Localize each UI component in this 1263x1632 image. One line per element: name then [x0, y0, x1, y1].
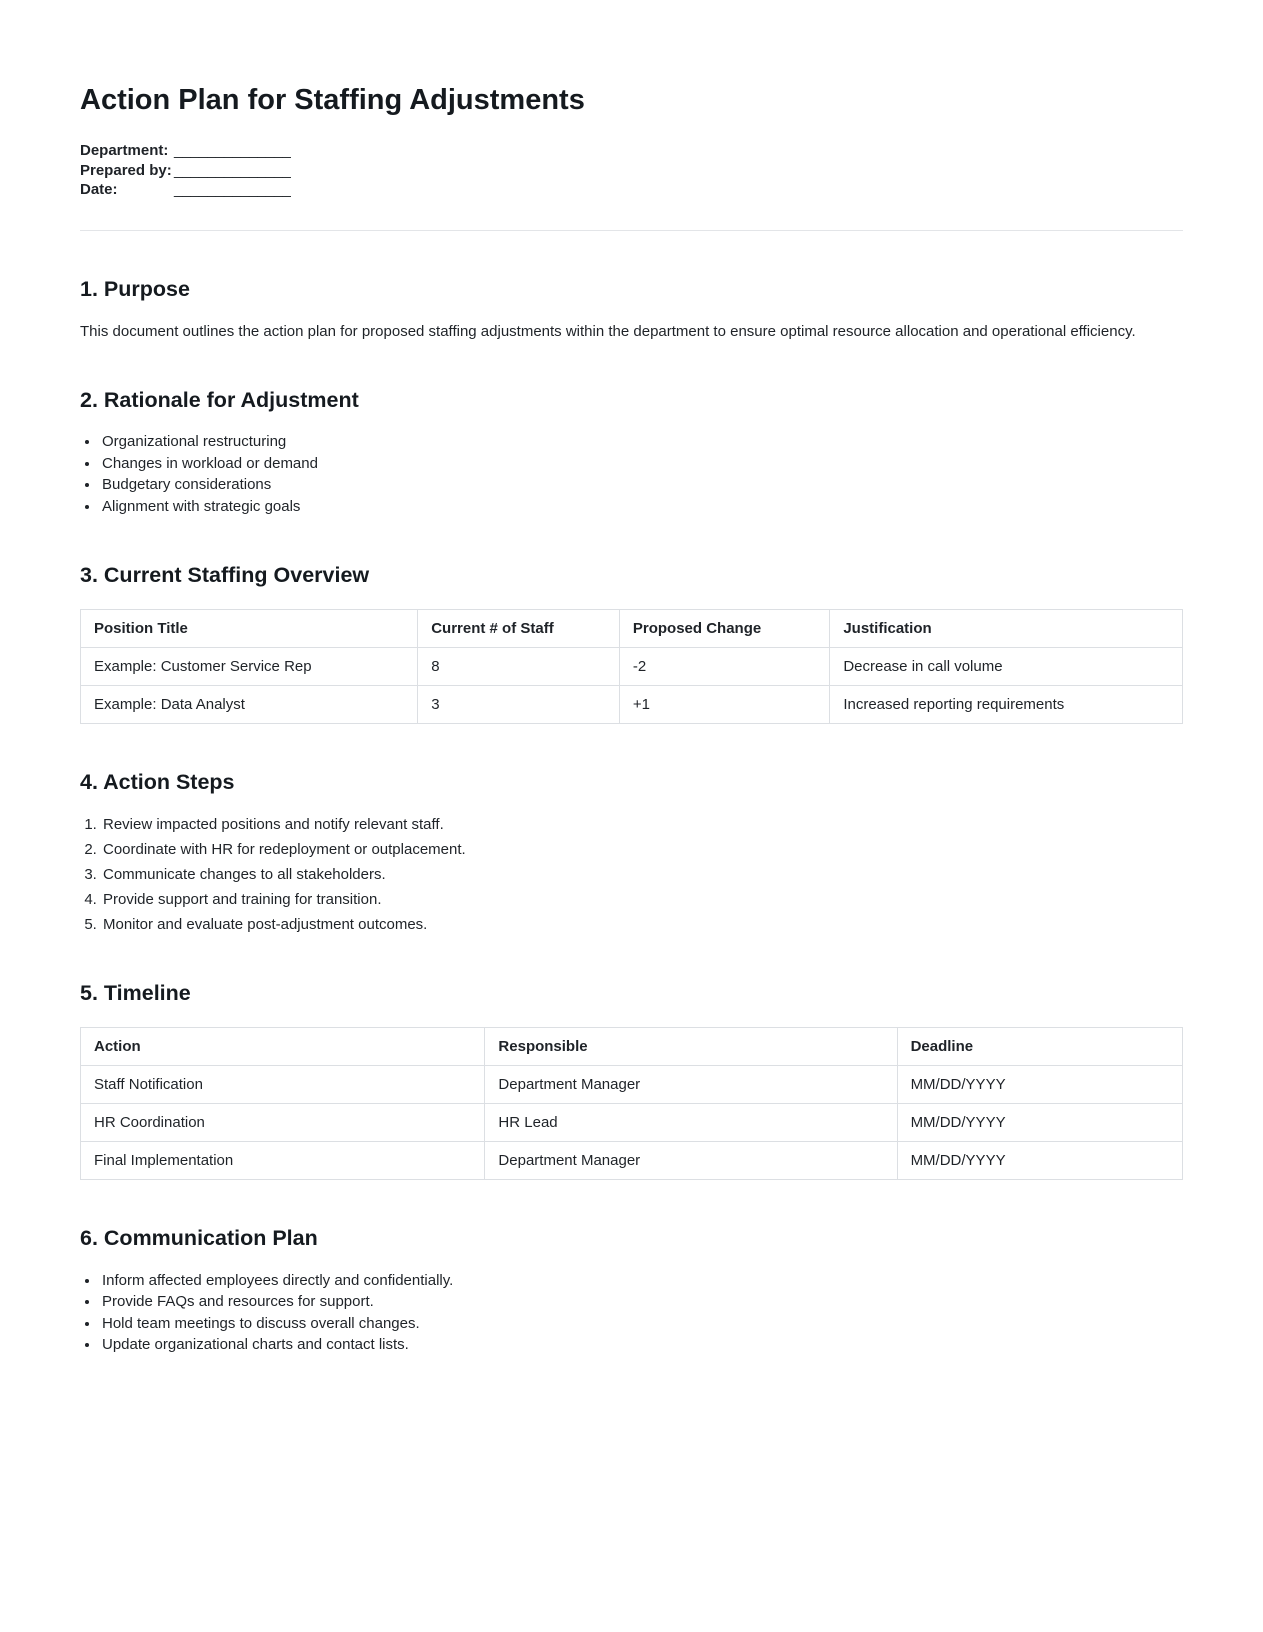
header-divider	[80, 230, 1183, 231]
cell-deadline: MM/DD/YYYY	[897, 1141, 1182, 1179]
cell-proposed-change: -2	[619, 648, 829, 686]
action-step-item: 3. Communicate changes to all stakeholders.	[101, 864, 1183, 885]
column-header-justification: Justification	[830, 610, 1183, 648]
table-row	[81, 1103, 1183, 1141]
cell-proposed-change: +1	[619, 686, 829, 724]
communication-list	[80, 1270, 1183, 1356]
column-header-action: Action	[81, 1027, 485, 1065]
timeline-table	[80, 1027, 1183, 1180]
table-row	[81, 686, 1183, 724]
communication-list-item: • Update organizational charts and contact lists.	[100, 1334, 1183, 1356]
rationale-heading: 2. Rationale for Adjustment	[80, 387, 359, 412]
department-label: Department:	[80, 142, 169, 160]
rationale-list-item: • Alignment with strategic goals	[100, 496, 1183, 518]
meta-block	[80, 141, 1183, 200]
table-row	[81, 1141, 1183, 1179]
date-label: Date:	[80, 181, 118, 199]
communication-list-item: • Inform affected employees directly and confidentially.	[100, 1270, 1183, 1292]
purpose-paragraph: This document outlines the action plan for proposed staffing adjustments within the department to ensure optimal resource allocation and operational efficiency.	[80, 322, 1136, 340]
action-step-item: 4. Provide support and training for transition.	[101, 889, 1183, 910]
department-blank-line: ______________	[174, 142, 291, 160]
cell-deadline: MM/DD/YYYY	[897, 1103, 1182, 1141]
column-header-current-staff: Current # of Staff	[418, 610, 620, 648]
staffing-heading: 3. Current Staffing Overview	[80, 563, 370, 588]
cell-responsible: Department Manager	[485, 1065, 897, 1103]
meta-row-department	[80, 141, 1183, 161]
staffing-table	[80, 609, 1183, 724]
rationale-list-item: • Changes in workload or demand	[100, 453, 1183, 475]
cell-responsible: HR Lead	[485, 1103, 897, 1141]
action-steps-list	[80, 814, 1183, 935]
action-step-item: 2. Coordinate with HR for redeployment or outplacement.	[101, 839, 1183, 860]
cell-current-staff: 3	[418, 686, 620, 724]
timeline-heading: 5. Timeline	[80, 981, 191, 1006]
cell-justification: Increased reporting requirements	[830, 686, 1183, 724]
column-header-responsible: Responsible	[485, 1027, 897, 1065]
cell-action: Staff Notification	[81, 1065, 485, 1103]
cell-deadline: MM/DD/YYYY	[897, 1065, 1182, 1103]
cell-action: HR Coordination	[81, 1103, 485, 1141]
cell-position-title: Example: Customer Service Rep	[81, 648, 418, 686]
purpose-heading: 1. Purpose	[80, 276, 190, 301]
action-steps-heading: 4. Action Steps	[80, 770, 235, 795]
page-title: Action Plan for Staffing Adjustments	[80, 84, 585, 116]
rationale-list-item: • Budgetary considerations	[100, 474, 1183, 496]
cell-justification: Decrease in call volume	[830, 648, 1183, 686]
timeline-table-header-row	[81, 1027, 1183, 1065]
prepared-by-label: Prepared by:	[80, 161, 172, 179]
cell-action: Final Implementation	[81, 1141, 485, 1179]
column-header-deadline: Deadline	[897, 1027, 1182, 1065]
date-blank-line: ______________	[174, 181, 291, 199]
meta-row-prepared-by	[80, 161, 1183, 181]
cell-responsible: Department Manager	[485, 1141, 897, 1179]
rationale-list	[80, 431, 1183, 517]
table-row	[81, 648, 1183, 686]
prepared-by-blank-line: ______________	[174, 161, 291, 179]
action-step-item: 5. Monitor and evaluate post-adjustment outcomes.	[101, 914, 1183, 935]
meta-row-date	[80, 180, 1183, 200]
staffing-table-header-row	[81, 610, 1183, 648]
communication-list-item: • Provide FAQs and resources for support.	[100, 1291, 1183, 1313]
action-step-item: 1. Review impacted positions and notify relevant staff.	[101, 814, 1183, 835]
cell-position-title: Example: Data Analyst	[81, 686, 418, 724]
communication-heading: 6. Communication Plan	[80, 1225, 318, 1250]
communication-list-item: • Hold team meetings to discuss overall changes.	[100, 1313, 1183, 1335]
column-header-proposed-change: Proposed Change	[619, 610, 829, 648]
rationale-list-item: • Organizational restructuring	[100, 431, 1183, 453]
cell-current-staff: 8	[418, 648, 620, 686]
table-row	[81, 1065, 1183, 1103]
column-header-position-title: Position Title	[81, 610, 418, 648]
